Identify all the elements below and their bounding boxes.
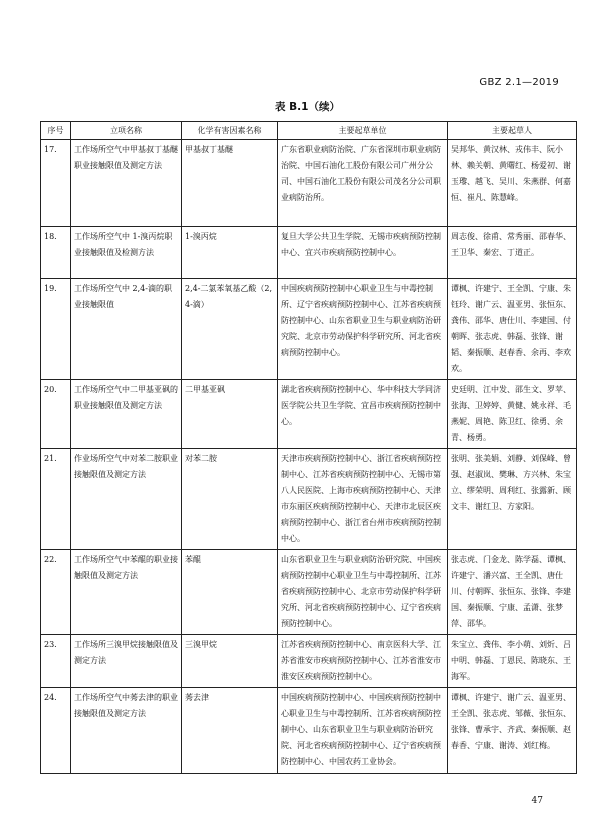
standard-code: GBZ 2.1—2019 — [479, 77, 559, 88]
row-seq: 20. — [41, 380, 71, 449]
row-project: 工作场所空气中莠去津的职业接触限值及测定方法 — [71, 688, 182, 774]
row-drafters: 朱宝立、龚伟、李小萌、刘炘、吕中明、韩磊、丁恩民、陈晓东、王海军。 — [448, 635, 577, 688]
row-units: 江苏省疾病预防控制中心、南京医科大学、江苏省淮安市疾病预防控制中心、江苏省淮安市淮安区疾病预防控制中心。 — [278, 635, 448, 688]
row-seq: 18. — [41, 227, 71, 279]
row-project: 工作场所空气中二甲基亚砜的职业接触限值及测定方法 — [71, 380, 182, 449]
table-row — [41, 688, 577, 774]
row-units: 复旦大学公共卫生学院、无锡市疾病预防控制中心、宜兴市疾病预防控制中心。 — [278, 227, 448, 279]
row-units: 中国疾病预防控制中心、中国疾病预防控制中心职业卫生与中毒控制所、江苏省疾病预防控制中心、山东省职业卫生与职业病防治研究院、河北省疾病预防控制中心、辽宁省疾病预防控制中心、中国农药工业协会。 — [278, 688, 448, 774]
table-header-row — [41, 122, 577, 140]
row-chemical: 莠去津 — [182, 688, 278, 774]
table-row — [41, 449, 577, 550]
drafting-units-table — [40, 121, 577, 774]
table-row — [41, 635, 577, 688]
row-chemical: 三溴甲烷 — [182, 635, 278, 688]
header-chemical: 化学有害因素名称 — [182, 122, 278, 140]
table-title: 表 B.1（续） — [275, 101, 340, 113]
row-drafters: 史廷明、江中发、邵生文、罗苹、张海、卫婷婷、黄健、姚永祥、毛燕妮、周艳、陈卫红、徐勇、余青、杨勇。 — [448, 380, 577, 449]
row-seq: 19. — [41, 279, 71, 380]
row-drafters: 张明、张美娟、刘静、刘保峰、曾强、赵淑岚、樊琳、方兴林、朱宝立、缪荣明、周利红、张露新、顾文丰、谢红卫、方家阳。 — [448, 449, 577, 550]
row-units: 湖北省疾病预防控制中心、华中科技大学同济医学院公共卫生学院、宜昌市疾病预防控制中心。 — [278, 380, 448, 449]
row-project: 工作场所空气中苯醌的职业接触限值及测定方法 — [71, 550, 182, 635]
row-units: 山东省职业卫生与职业病防治研究院、中国疾病预防控制中心职业卫生与中毒控制所、江苏省疾病预防控制中心、北京市劳动保护科学研究所、河北省疾病预防控制中心、辽宁省疾病预防控制中心。 — [278, 550, 448, 635]
row-project: 工作场所三溴甲烷接触限值及测定方法 — [71, 635, 182, 688]
row-chemical: 2,4-二氯苯氧基乙酸（2,4-滴） — [182, 279, 278, 380]
row-chemical: 甲基叔丁基醚 — [182, 140, 278, 227]
row-drafters: 谭枫、许建宁、王全凯、宁康、朱钰玲、谢广云、温亚男、张恒东、龚伟、邵华、唐仕川、李建国、付朝晖、张志虎、韩磊、张锋、谢韬、秦振顺、赵春香、余再、李欢欢。 — [448, 279, 577, 380]
row-units: 中国疾病预防控制中心职业卫生与中毒控制所、辽宁省疾病预防控制中心、江苏省疾病预防控制中心、山东省职业卫生与职业病防治研究院、北京市劳动保护科学研究所、河北省疾病预防控制中心。 — [278, 279, 448, 380]
row-seq: 24. — [41, 688, 71, 774]
table-row — [41, 140, 577, 227]
row-units: 天津市疾病预防控制中心、浙江省疾病预防控制中心、江苏省疾病预防控制中心、无锡市第八人民医院、上海市疾病预防控制中心、天津市东丽区疾病预防控制中心、天津市北辰区疾病预防控制中心、浙江省台州市疾病预防控制中心。 — [278, 449, 448, 550]
header-seq: 序号 — [41, 122, 71, 140]
header-drafters: 主要起草人 — [448, 122, 577, 140]
row-seq: 22. — [41, 550, 71, 635]
row-chemical: 1-溴丙烷 — [182, 227, 278, 279]
row-units: 广东省职业病防治院、广东省深圳市职业病防治院、中国石油化工股份有限公司广州分公司、中国石油化工股份有限公司茂名分公司职业病防治所。 — [278, 140, 448, 227]
row-chemical: 对苯二胺 — [182, 449, 278, 550]
table-row — [41, 279, 577, 380]
row-seq: 17. — [41, 140, 71, 227]
page-number: 47 — [531, 796, 543, 806]
row-drafters: 谭枫、许建宁、谢广云、温亚男、王全凯、张志虎、邹薇、张恒东、张锋、曹承宇、齐武、秦振顺、赵春香、宁康、谢涛、刘红梅。 — [448, 688, 577, 774]
row-project: 工作场所空气中 1-溴丙烷职业接触限值及检测方法 — [71, 227, 182, 279]
row-seq: 21. — [41, 449, 71, 550]
table-row — [41, 227, 577, 279]
row-drafters: 周志俊、徐甫、常秀丽、邵春华、王卫华、秦宏、丁道正。 — [448, 227, 577, 279]
row-drafters: 张志虎、门金龙、陈学磊、谭枫、许建宁、潘兴富、王全凯、唐仕川、付朝晖、张恒东、张锋、李建国、秦振顺、宁康、孟潇、张梦萍、邵华。 — [448, 550, 577, 635]
row-chemical: 苯醌 — [182, 550, 278, 635]
row-drafters: 吴邦华、黄汉林、戎伟丰、阮小林、赖关朝、黄曙红、杨爱初、谢玉瓈、越飞、吴川、朱燕群、何嘉恒、崔凡、陈慧峰。 — [448, 140, 577, 227]
row-project: 工作场所空气中 2,4-滴的职业接触限值 — [71, 279, 182, 380]
row-project: 作业场所空气中对苯二胺职业接触限值及测定方法 — [71, 449, 182, 550]
row-chemical: 二甲基亚砜 — [182, 380, 278, 449]
row-project: 工作场所空气中甲基叔丁基醚职业接触限值及测定方法 — [71, 140, 182, 227]
table-row — [41, 380, 577, 449]
header-project: 立项名称 — [71, 122, 182, 140]
table-row — [41, 550, 577, 635]
row-seq: 23. — [41, 635, 71, 688]
header-units: 主要起草单位 — [278, 122, 448, 140]
